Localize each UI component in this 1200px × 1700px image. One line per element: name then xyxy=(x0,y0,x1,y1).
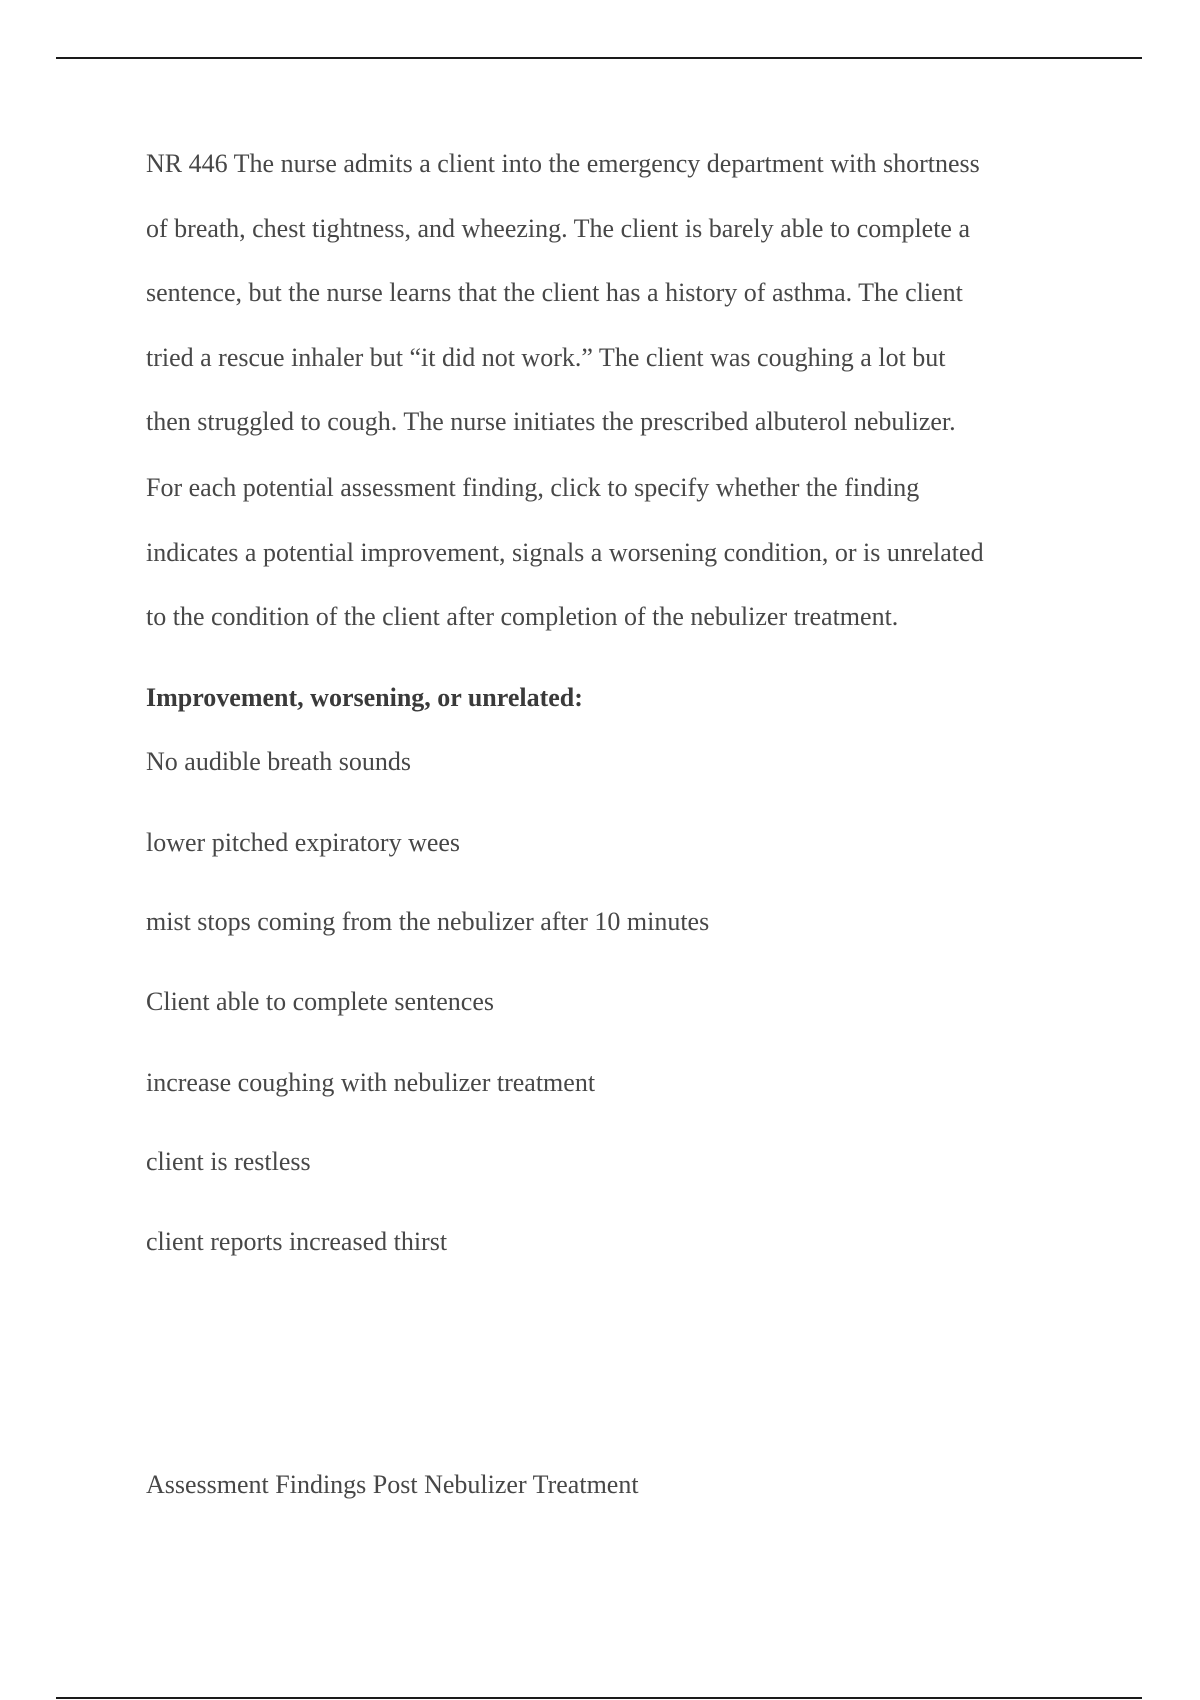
finding-item[interactable]: mist stops coming from the nebulizer after 10 minutes xyxy=(146,907,710,936)
question-line: NR 446 The nurse admits a client into the emergency department with shortness xyxy=(146,149,980,178)
question-line: then struggled to cough. The nurse initiates the prescribed albuterol nebulizer. xyxy=(146,407,956,436)
finding-item[interactable]: lower pitched expiratory wees xyxy=(146,828,461,857)
question-line: For each potential assessment finding, click to specify whether the finding xyxy=(146,473,920,502)
question-line: indicates a potential improvement, signals a worsening condition, or is unrelated xyxy=(146,538,984,567)
question-line: sentence, but the nurse learns that the client has a history of asthma. The client xyxy=(146,278,963,307)
finding-item[interactable]: client is restless xyxy=(146,1147,311,1176)
answer-heading: Improvement, worsening, or unrelated: xyxy=(146,683,583,712)
finding-item[interactable]: increase coughing with nebulizer treatment xyxy=(146,1068,596,1097)
question-line: of breath, chest tightness, and wheezing. The client is barely able to complete a xyxy=(146,214,971,243)
finding-item[interactable]: No audible breath sounds xyxy=(146,747,412,776)
question-line: tried a rescue inhaler but “it did not work.” The client was coughing a lot but xyxy=(146,343,946,372)
section-title: Assessment Findings Post Nebulizer Treatment xyxy=(146,1470,639,1499)
bottom-rule xyxy=(56,1697,1142,1699)
finding-item[interactable]: client reports increased thirst xyxy=(146,1227,448,1256)
top-rule xyxy=(56,57,1142,59)
finding-item[interactable]: Client able to complete sentences xyxy=(146,987,494,1016)
question-line: to the condition of the client after completion of the nebulizer treatment. xyxy=(146,602,899,631)
